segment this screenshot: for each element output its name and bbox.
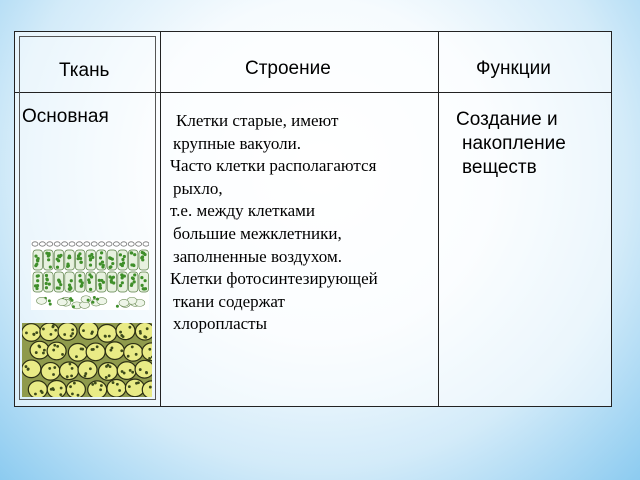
chloroplast [145, 371, 148, 374]
chloroplast [143, 287, 146, 290]
parenchyma-cell [58, 323, 77, 340]
chloroplast [42, 328, 45, 331]
chloroplast [71, 299, 74, 302]
chloroplast [93, 296, 96, 299]
chloroplast [127, 355, 130, 358]
chloroplast [123, 372, 126, 375]
chloroplast [119, 284, 122, 287]
chloroplast [70, 279, 73, 282]
chloroplast [77, 257, 80, 260]
chloroplast [89, 263, 92, 266]
chloroplast [102, 264, 105, 267]
chloroplast [99, 256, 102, 259]
header-tissue: Ткань [59, 60, 110, 81]
tissue-table [14, 31, 612, 407]
parenchyma-cell [28, 381, 47, 397]
chloroplast [140, 276, 143, 279]
spongy-cell [37, 297, 47, 304]
chloroplast [25, 365, 28, 368]
chloroplast [135, 353, 138, 356]
function-text [456, 108, 606, 180]
chloroplast [56, 286, 59, 289]
chloroplast [36, 275, 39, 278]
parenchyma-cell [68, 343, 87, 361]
chloroplast [54, 329, 57, 332]
chloroplast [60, 387, 63, 390]
chloroplast [36, 279, 39, 282]
chloroplast [122, 261, 125, 264]
chloroplast [88, 273, 91, 276]
chloroplast [72, 305, 75, 308]
parenchyma-cell [125, 379, 144, 397]
chloroplast [123, 255, 126, 258]
structure-line: хлоропласты [173, 314, 268, 334]
chloroplast [88, 281, 91, 284]
chloroplast [63, 333, 66, 336]
chloroplast [68, 254, 71, 257]
chloroplast [91, 383, 94, 386]
parenchyma-cell [107, 379, 126, 397]
chloroplast [133, 253, 136, 256]
parenchyma-cell [66, 381, 85, 397]
chloroplast [112, 381, 115, 384]
chloroplast [69, 385, 72, 388]
chloroplast [121, 258, 124, 261]
chloroplast [57, 259, 60, 262]
chloroplast [129, 369, 132, 372]
chloroplast [87, 299, 90, 302]
spongy-cell [81, 296, 91, 303]
chloroplast [149, 386, 152, 389]
chloroplast [75, 355, 78, 358]
chloroplast [132, 263, 135, 266]
structure-line: Часто клетки располагаются [170, 156, 377, 176]
chloroplast [109, 266, 112, 269]
chloroplast [77, 394, 80, 397]
chloroplast [45, 274, 48, 277]
chloroplast [133, 273, 136, 276]
chloroplast [131, 345, 134, 348]
chloroplast [33, 333, 36, 336]
chloroplast [53, 366, 56, 369]
chloroplast [35, 263, 38, 266]
chloroplast [135, 382, 138, 385]
chloroplast [82, 329, 85, 332]
chloroplast [111, 346, 114, 349]
chloroplast [120, 349, 123, 352]
chloroplast [100, 279, 103, 282]
chloroplast [70, 335, 73, 338]
chloroplast [131, 371, 134, 374]
chloroplast [141, 255, 144, 258]
structure-line: большие межклетники, [173, 223, 342, 243]
chloroplast [70, 374, 73, 377]
chloroplast [110, 281, 113, 284]
chloroplast [146, 327, 149, 330]
chloroplast [80, 284, 83, 287]
chloroplast [43, 349, 46, 352]
spongy-tissue-drawing [22, 323, 152, 397]
chloroplast [45, 277, 48, 280]
chloroplast [89, 367, 92, 370]
chloroplast [59, 393, 62, 396]
chloroplast [71, 332, 74, 335]
parenchyma-cell [47, 342, 66, 360]
chloroplast [120, 334, 123, 337]
chloroplast [92, 348, 95, 351]
chloroplast [139, 330, 142, 333]
structure-line: Клетки старые, имеют [176, 111, 339, 130]
parenchyma-cell [40, 323, 59, 341]
chloroplast [148, 357, 151, 360]
chloroplast [49, 265, 52, 268]
chloroplast [108, 335, 111, 338]
chloroplast [37, 257, 40, 260]
chloroplast [84, 372, 87, 375]
chloroplast [89, 257, 92, 260]
chloroplast [69, 285, 72, 288]
palisade-tissue-image [31, 240, 149, 310]
palisade-tissue-drawing [31, 240, 149, 310]
chloroplast [48, 282, 51, 285]
header-structure: Строение [245, 58, 331, 79]
structure-text [170, 110, 440, 336]
chloroplast [101, 261, 104, 264]
tissue-name: Основная [22, 106, 109, 127]
chloroplast [27, 368, 30, 371]
chloroplast [110, 277, 113, 280]
chloroplast [38, 344, 41, 347]
chloroplast [41, 391, 44, 394]
chloroplast [69, 363, 72, 366]
chloroplast [35, 331, 38, 334]
header-functions: Функции [476, 58, 551, 79]
chloroplast [42, 352, 45, 355]
chloroplast [57, 254, 60, 257]
chloroplast [105, 376, 108, 379]
chloroplast [118, 389, 121, 392]
chloroplast [120, 273, 123, 276]
chloroplast [45, 286, 48, 289]
chloroplast [66, 375, 69, 378]
function-line: веществ [462, 157, 537, 178]
chloroplast [56, 266, 59, 269]
chloroplast [78, 252, 81, 255]
parenchyma-cell [78, 361, 97, 379]
chloroplast [79, 261, 82, 264]
chloroplast [111, 258, 114, 261]
parenchyma-cell [79, 323, 98, 339]
chloroplast [148, 348, 151, 351]
parenchyma-cell [117, 362, 136, 380]
chloroplast [51, 326, 54, 329]
chloroplast [89, 288, 92, 291]
chloroplast [128, 326, 131, 329]
chloroplast [52, 388, 55, 391]
chloroplast [73, 382, 76, 385]
structure-line: ткани содержат [173, 291, 285, 311]
chloroplast [111, 262, 114, 265]
chloroplast [25, 331, 28, 334]
chloroplast [53, 344, 56, 347]
parenchyma-cell [116, 323, 135, 340]
structure-line: Клетки фотосинтезирующей [170, 269, 378, 289]
parenchyma-cell [30, 341, 49, 359]
chloroplast [121, 281, 124, 284]
chloroplast [108, 374, 111, 377]
chloroplast [116, 305, 119, 308]
chloroplast [139, 368, 142, 371]
chloroplast [99, 388, 102, 391]
chloroplast [100, 384, 103, 387]
function-line: Создание и [456, 109, 558, 130]
spongy-cell [57, 299, 67, 306]
chloroplast [71, 392, 74, 395]
chloroplast [116, 383, 119, 386]
chloroplast [34, 255, 37, 258]
chloroplast [50, 333, 53, 336]
chloroplast [52, 349, 55, 352]
chloroplast [141, 251, 144, 254]
chloroplast [121, 276, 124, 279]
chloroplast [94, 382, 97, 385]
function-line: накопление [462, 133, 566, 154]
chloroplast [90, 253, 93, 256]
chloroplast [100, 251, 103, 254]
structure-line: крупные вакуоли. [173, 133, 301, 153]
parenchyma-cell [41, 363, 60, 381]
chloroplast [119, 331, 122, 334]
spongy-tissue-image [22, 323, 152, 397]
chloroplast [79, 280, 82, 283]
chloroplast [48, 367, 51, 370]
parenchyma-cell [98, 325, 117, 343]
chloroplast [36, 284, 39, 287]
chloroplast [130, 282, 133, 285]
chloroplast [45, 282, 48, 285]
structure-line: заполненные воздухом. [173, 246, 342, 266]
chloroplast [48, 299, 51, 302]
chloroplast [104, 335, 107, 338]
chloroplast [67, 264, 70, 267]
chloroplast [143, 253, 146, 256]
parenchyma-cell [88, 381, 107, 397]
chloroplast [35, 351, 38, 354]
chloroplast [80, 347, 83, 350]
chloroplast [91, 301, 94, 304]
chloroplast [107, 364, 110, 367]
chloroplast [96, 298, 99, 301]
chloroplast [130, 251, 133, 254]
chloroplast [128, 385, 131, 388]
structure-line: рыхло, [173, 178, 223, 198]
chloroplast [71, 367, 74, 370]
chloroplast [99, 287, 102, 290]
chloroplast [47, 258, 50, 261]
chloroplast [91, 331, 94, 334]
chloroplast [78, 274, 81, 277]
chloroplast [45, 252, 48, 255]
chloroplast [119, 253, 122, 256]
chloroplast [61, 353, 64, 356]
chloroplast [131, 276, 134, 279]
chloroplast [49, 303, 52, 306]
chloroplast [34, 393, 37, 396]
chloroplast [144, 279, 147, 282]
chloroplast [141, 284, 144, 287]
chloroplast [96, 345, 99, 348]
chloroplast [144, 336, 147, 339]
parenchyma-cell [135, 360, 152, 378]
chloroplast [35, 287, 38, 290]
spongy-cell [119, 299, 129, 306]
column-divider-1 [160, 32, 161, 406]
chloroplast [59, 283, 62, 286]
chloroplast [71, 328, 74, 331]
chloroplast [56, 345, 59, 348]
chloroplast [52, 373, 55, 376]
parenchyma-cell [86, 343, 105, 361]
structure-line: т.е. между клетками [170, 201, 316, 221]
parenchyma-cell [22, 360, 41, 378]
